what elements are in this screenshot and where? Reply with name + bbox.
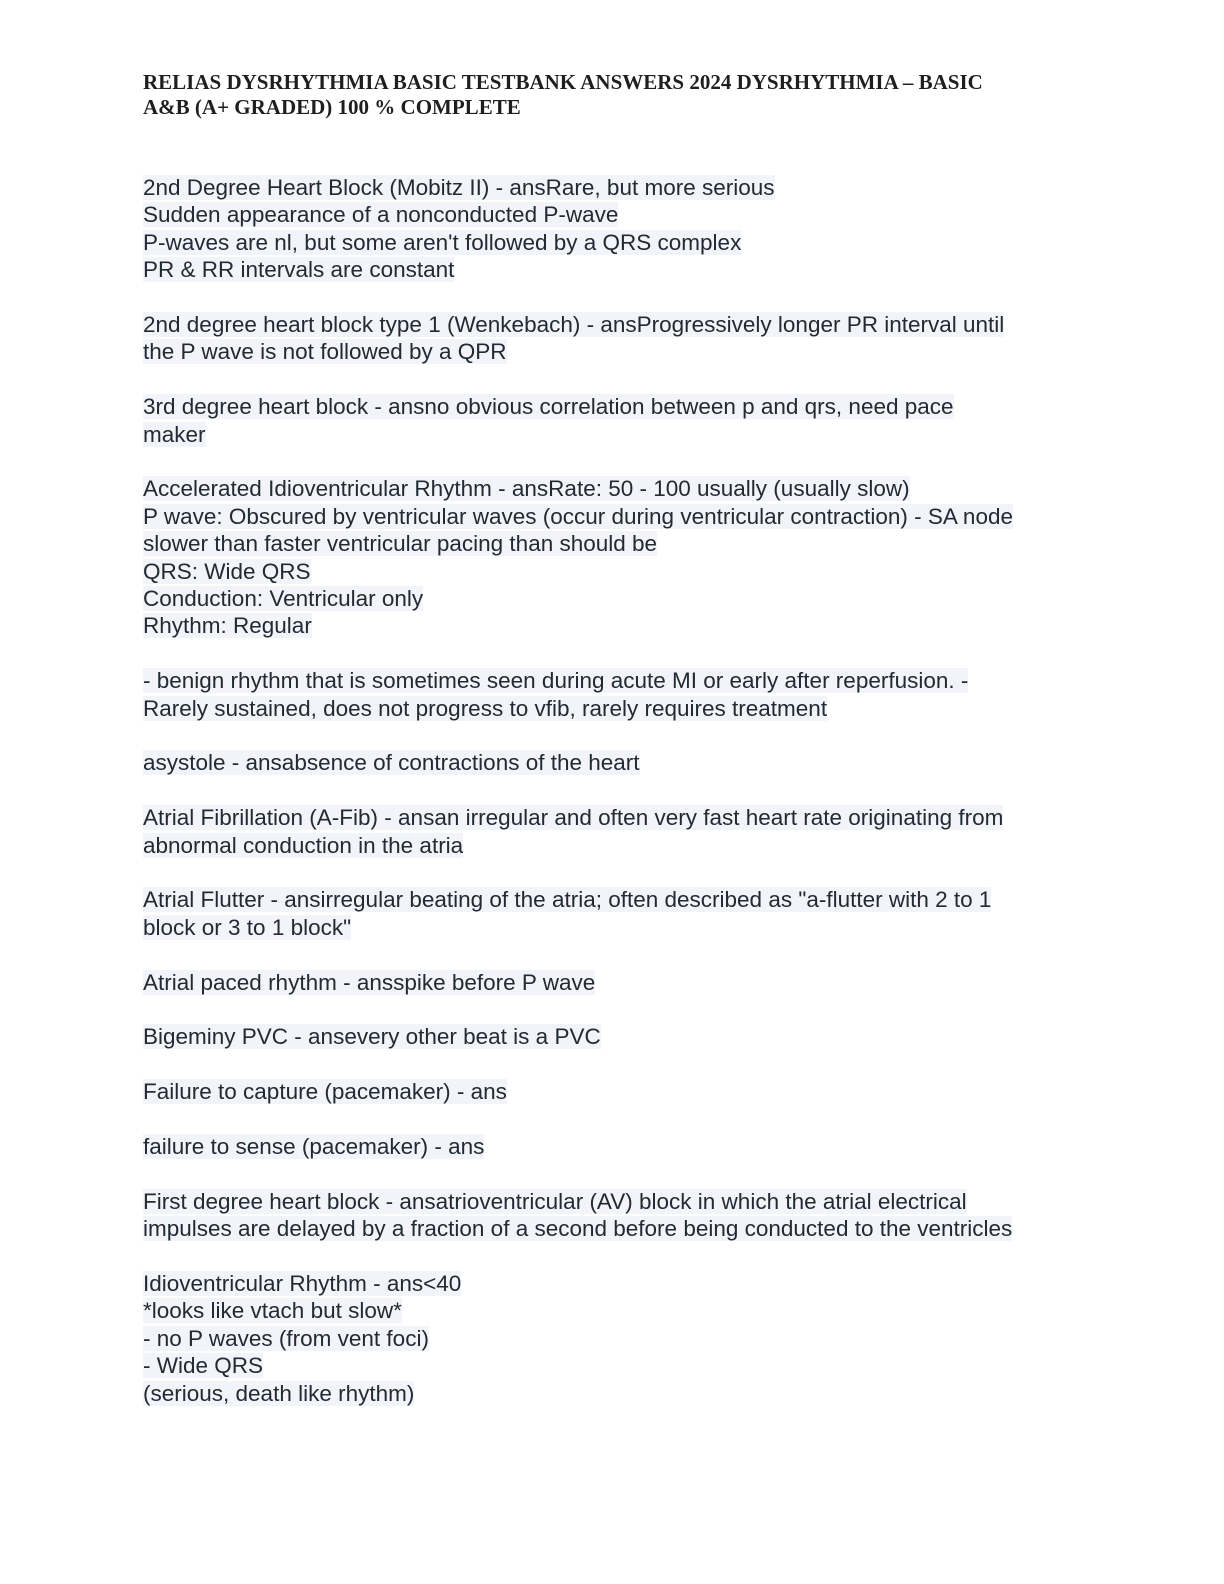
entry-line xyxy=(143,475,1083,502)
entry-line-text: maker xyxy=(143,421,206,447)
entry-line xyxy=(143,1215,1083,1242)
entry-line-text: impulses are delayed by a fraction of a second before being conducted to the ventricles xyxy=(143,1216,1013,1242)
flashcard-list xyxy=(143,174,1083,1434)
entry-line-text: *looks like vtach but slow* xyxy=(143,1298,402,1324)
entry-line xyxy=(143,804,1083,831)
entry-line xyxy=(143,1325,1083,1352)
entry-line xyxy=(143,1352,1083,1379)
entry-line-text: 2nd degree heart block type 1 (Wenkebach) - ansProgressively longer PR interval until xyxy=(143,312,1005,338)
entry-line xyxy=(143,393,1083,420)
entry-line-text: Rhythm: Regular xyxy=(143,613,312,639)
entry-line-text: Atrial Flutter - ansirregular beating of the atria; often described as "a-flutter with 2 to 1 xyxy=(143,887,992,913)
entry-line xyxy=(143,1133,1083,1160)
entry-line-text: QRS: Wide QRS xyxy=(143,558,311,584)
entry-line-text: Failure to capture (pacemaker) - ans xyxy=(143,1079,507,1105)
entry-line xyxy=(143,229,1083,256)
flashcard-entry xyxy=(143,886,1083,941)
entry-line xyxy=(143,530,1083,557)
entry-line xyxy=(143,612,1083,639)
entry-line xyxy=(143,1188,1083,1215)
document-title xyxy=(143,70,1063,120)
entry-line-text: - no P waves (from vent foci) xyxy=(143,1325,429,1351)
entry-line-text: P-waves are nl, but some aren't followed by a QRS complex xyxy=(143,229,742,255)
entry-line-text: Atrial paced rhythm - ansspike before P wave xyxy=(143,969,596,995)
entry-line xyxy=(143,969,1083,996)
entry-line-text: asystole - ansabsence of contractions of the heart xyxy=(143,750,640,776)
entry-line-text: 3rd degree heart block - ansno obvious correlation between p and qrs, need pace xyxy=(143,394,954,420)
entry-line-text: Sudden appearance of a nonconducted P-wave xyxy=(143,202,619,228)
entry-line xyxy=(143,311,1083,338)
entry-line xyxy=(143,695,1083,722)
entry-line xyxy=(143,585,1083,612)
entry-line-text: block or 3 to 1 block" xyxy=(143,914,352,940)
entry-line xyxy=(143,201,1083,228)
entry-line-text: (serious, death like rhythm) xyxy=(143,1380,415,1406)
flashcard-entry xyxy=(143,1078,1083,1105)
title-line: RELIAS DYSRHYTHMIA BASIC TESTBANK ANSWERS 2024 DYSRHYTHMIA – BASIC xyxy=(143,70,983,94)
entry-line xyxy=(143,1380,1083,1407)
entry-line xyxy=(143,421,1083,448)
entry-line-text: Bigeminy PVC - ansevery other beat is a PVC xyxy=(143,1024,601,1050)
entry-line-text: failure to sense (pacemaker) - ans xyxy=(143,1134,485,1160)
entry-line-text: PR & RR intervals are constant xyxy=(143,257,455,283)
flashcard-entry xyxy=(143,1270,1083,1407)
entry-line xyxy=(143,1078,1083,1105)
entry-line-text: 2nd Degree Heart Block (Mobitz II) - ansRare, but more serious xyxy=(143,175,775,200)
entry-line xyxy=(143,886,1083,913)
entry-line xyxy=(143,256,1083,283)
entry-line-text: abnormal conduction in the atria xyxy=(143,832,464,858)
entry-line xyxy=(143,1297,1083,1324)
entry-line-text: slower than faster ventricular pacing than should be xyxy=(143,531,658,557)
entry-line xyxy=(143,832,1083,859)
entry-line xyxy=(143,503,1083,530)
entry-line-text: the P wave is not followed by a QPR xyxy=(143,339,507,365)
entry-line-text: P wave: Obscured by ventricular waves (occur during ventricular contraction) - SA node xyxy=(143,503,1013,529)
entry-line-text: Idioventricular Rhythm - ans<40 xyxy=(143,1271,462,1297)
flashcard-entry xyxy=(143,1133,1083,1160)
flashcard-entry xyxy=(143,174,1083,284)
entry-line-text: Conduction: Ventricular only xyxy=(143,586,424,612)
entry-line-text: Accelerated Idioventricular Rhythm - ansRate: 50 - 100 usually (usually slow) xyxy=(143,476,910,502)
entry-line-text: Rarely sustained, does not progress to vfib, rarely requires treatment xyxy=(143,695,828,721)
entry-line xyxy=(143,749,1083,776)
entry-line xyxy=(143,558,1083,585)
flashcard-entry xyxy=(143,311,1083,366)
entry-line-text: Atrial Fibrillation (A-Fib) - ansan irregular and often very fast heart rate originating from xyxy=(143,805,1004,831)
entry-line xyxy=(143,1270,1083,1297)
entry-line-text: - Wide QRS xyxy=(143,1353,264,1379)
flashcard-entry xyxy=(143,804,1083,859)
entry-line xyxy=(143,914,1083,941)
entry-line-text: First degree heart block - ansatrioventricular (AV) block in which the atrial electrical xyxy=(143,1188,967,1214)
entry-line xyxy=(143,1023,1083,1050)
flashcard-entry xyxy=(143,475,1083,639)
flashcard-entry xyxy=(143,1023,1083,1050)
flashcard-entry xyxy=(143,393,1083,448)
entry-line xyxy=(143,174,1083,201)
entry-line xyxy=(143,338,1083,365)
title-line: A&B (A+ GRADED) 100 % COMPLETE xyxy=(143,95,521,119)
flashcard-entry xyxy=(143,749,1083,776)
entry-line-text: - benign rhythm that is sometimes seen during acute MI or early after reperfusion. - xyxy=(143,668,969,694)
flashcard-entry xyxy=(143,969,1083,996)
flashcard-entry xyxy=(143,667,1083,722)
entry-line xyxy=(143,667,1083,694)
flashcard-entry xyxy=(143,1188,1083,1243)
